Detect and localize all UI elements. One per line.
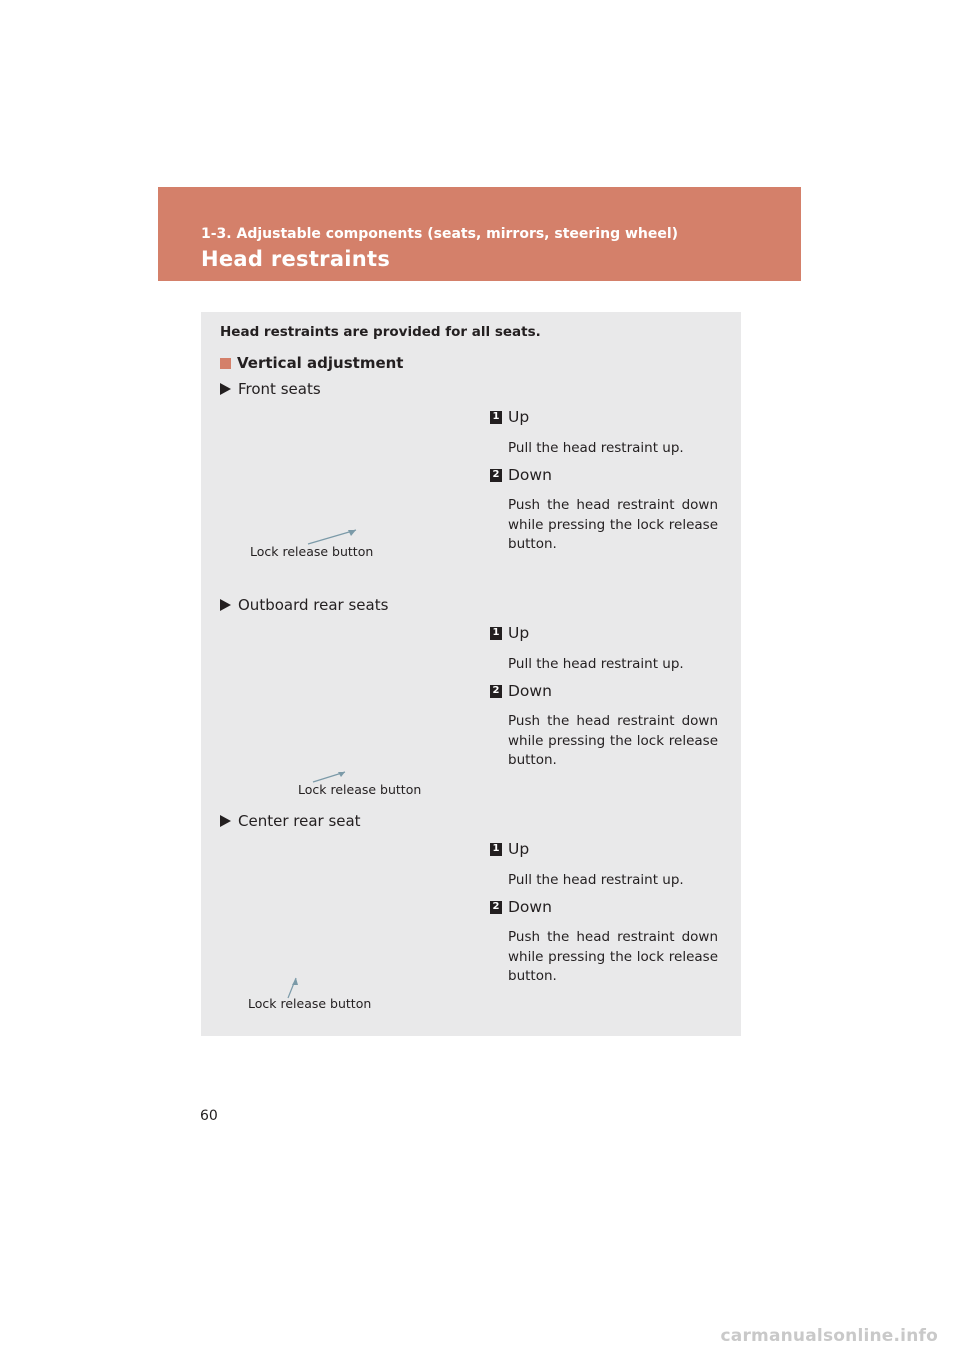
intro-text: Head restraints are provided for all seats. <box>220 324 541 340</box>
group-heading-label: Outboard rear seats <box>238 596 389 614</box>
chapter-header <box>158 187 801 281</box>
figure-callout-label: Lock release button <box>248 996 372 1011</box>
step-description: Push the head restraint down while pressing the lock release button. <box>508 713 718 768</box>
step-number-badge: 1 <box>490 843 502 856</box>
page-title: Head restraints <box>201 247 391 271</box>
callout-arrow-icon <box>306 526 366 546</box>
step-down <box>490 682 552 700</box>
step-description: Pull the head restraint up. <box>508 872 684 888</box>
content-panel <box>201 312 741 1036</box>
step-description: Push the head restraint down while pressing the lock release button. <box>508 497 718 552</box>
figure-callout-label: Lock release button <box>250 544 374 559</box>
step-description: Pull the head restraint up. <box>508 440 684 456</box>
group-heading-outboard-rear-seats <box>220 596 388 614</box>
step-number-badge: 1 <box>490 627 502 640</box>
step-description: Pull the head restraint up. <box>508 656 684 672</box>
triangle-bullet-icon <box>220 383 231 395</box>
triangle-bullet-icon <box>220 599 231 611</box>
step-number-badge: 1 <box>490 411 502 424</box>
group-heading-label: Front seats <box>238 380 321 398</box>
figure-callout-label: Lock release button <box>298 782 422 797</box>
step-title: Down <box>508 466 552 484</box>
step-number-badge: 2 <box>490 469 502 482</box>
step-up <box>490 408 529 426</box>
step-title: Up <box>508 840 530 858</box>
callout-arrow-icon <box>285 976 301 1000</box>
step-down <box>490 466 552 484</box>
callout-arrow-icon <box>311 770 351 784</box>
group-heading-center-rear-seat <box>220 812 361 830</box>
group-heading-label: Center rear seat <box>238 812 361 830</box>
step-number-badge: 2 <box>490 901 502 914</box>
step-title: Down <box>508 682 552 700</box>
watermark-text: carmanualsonline.info <box>720 1326 938 1346</box>
square-bullet-icon <box>220 358 231 369</box>
section-heading <box>220 354 403 372</box>
group-heading-front-seats <box>220 380 321 398</box>
step-up <box>490 624 529 642</box>
step-title: Up <box>508 408 530 426</box>
step-number-badge: 2 <box>490 685 502 698</box>
triangle-bullet-icon <box>220 815 231 827</box>
step-down <box>490 898 552 916</box>
step-description: Push the head restraint down while pressing the lock release button. <box>508 929 718 984</box>
step-title: Down <box>508 898 552 916</box>
chapter-title: 1-3. Adjustable components (seats, mirrors, steering wheel) <box>201 226 679 242</box>
step-up <box>490 840 529 858</box>
step-title: Up <box>508 624 530 642</box>
page-number: 60 <box>200 1108 218 1124</box>
section-title: Vertical adjustment <box>237 354 404 372</box>
